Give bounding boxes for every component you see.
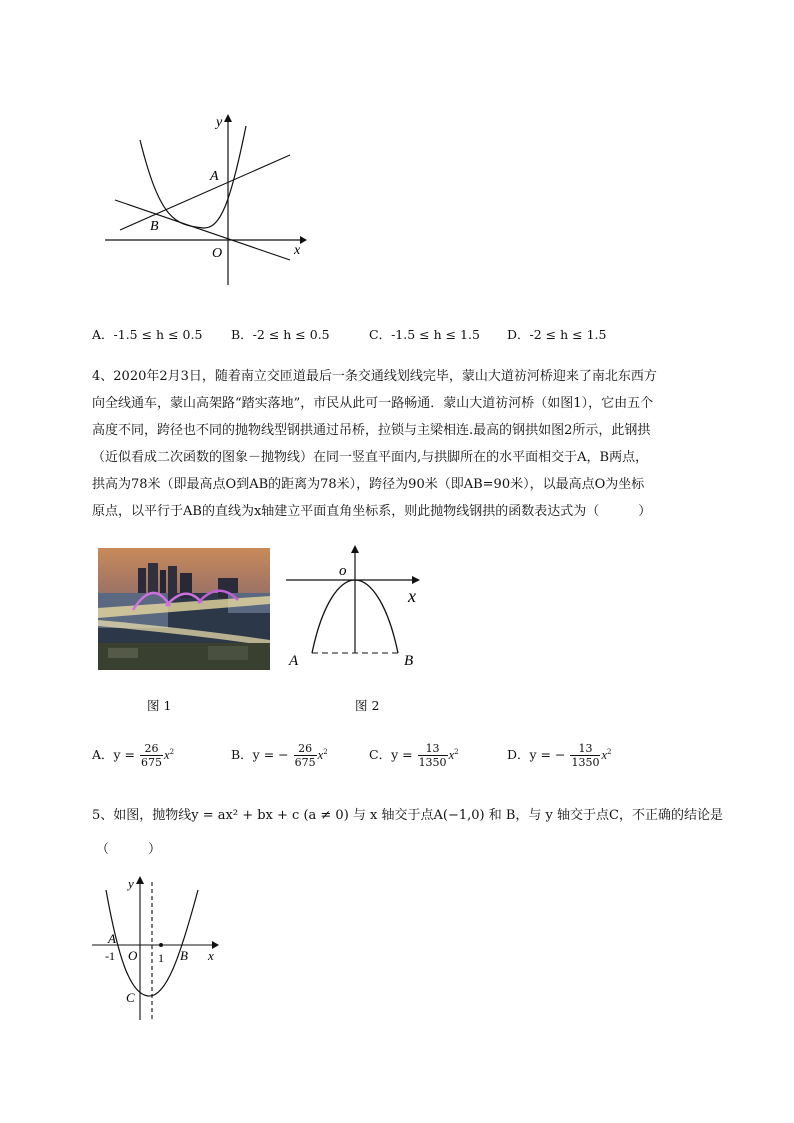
q5-x-label: x [208, 948, 214, 963]
q5-figure [88, 872, 228, 1027]
fig2-arch [284, 545, 424, 673]
q4-line-2: 向全线通车，蒙山高架路“踏实落地”，市民从此可一路畅通．蒙山大道祊河桥（如图1），它由五个 [92, 396, 654, 411]
q3-option-b: B．-2 ≤ h ≤ 0.5 [231, 327, 330, 342]
q5-line-2: （ ） [96, 842, 162, 857]
fig2-a-label: A [289, 653, 299, 669]
q3-option-d: D．-2 ≤ h ≤ 1.5 [507, 327, 607, 342]
q4-option-a-prefix: A．y = [92, 747, 136, 762]
y-axis-arrow [224, 114, 232, 122]
q5-neg1-label: -1 [105, 949, 115, 963]
q4-line-5: 拱高为78米（即最高点O到AB的距离为78米），跨径为90米（即AB=90米），以最高点O为坐标 [92, 477, 645, 492]
q5-point-one [159, 943, 163, 947]
q5-y-label: y [128, 876, 134, 891]
q4-option-b-prefix: B．y = − [231, 747, 289, 762]
line-bo [115, 200, 290, 260]
q5-a-label: A [108, 931, 116, 946]
q4-line-3: 高度不同，跨径也不同的抛物线型钢拱通过吊桥，拉锁与主梁相连.最高的钢拱如图2所示，此钢拱 [92, 423, 651, 438]
q5-b-label: B [180, 948, 188, 963]
q4-option-b-fraction: $\frac{26}{675}$ [294, 742, 316, 769]
parabola-curve [140, 126, 246, 228]
line-ab [120, 155, 290, 230]
fig2-y-arrow [351, 545, 359, 553]
q4-option-c: C．y = $\frac{13}{1350}$ $x^2$ [369, 742, 459, 769]
y-label: y [216, 115, 223, 130]
q5-y-arrow [136, 876, 144, 884]
q4-text [92, 363, 752, 525]
fig2-b-label: B [404, 653, 414, 669]
q4-line-4: （近似看成二次函数的图象－抛物线）在同一竖直平面内,与拱脚所在的水平面相交于A，B两点， [92, 450, 649, 465]
q5-line-1: 5、如图，抛物线y = ax² + bx + c (a ≠ 0) 与 x 轴交于点A(−1,0) 和 B，与 y 轴交于点C，不正确的结论是 [92, 808, 723, 823]
bridge-photo [98, 548, 270, 670]
q5-c-label: C [126, 990, 135, 1005]
fig2-x-arrow [412, 576, 420, 584]
q4-line-6: 原点，以平行于AB的直线为x轴建立平面直角坐标系，则此抛物线钢拱的函数表达式为（ ） [92, 504, 652, 519]
q4-option-d-prefix: D．y = − [507, 747, 566, 762]
point-b-label: B [150, 219, 159, 234]
q3-option-c: C．-1.5 ≤ h ≤ 1.5 [369, 327, 480, 342]
q4-line-1: 4、2020年2月3日，随着南立交匝道最后一条交通线划线完毕，蒙山大道祊河桥迎来了南北东西方 [92, 369, 657, 384]
point-a-label: A [210, 169, 219, 184]
q4-option-c-fraction: $\frac{13}{1350}$ [418, 742, 447, 769]
q5-o-label: O [128, 948, 138, 963]
caption-fig2: 图 2 [355, 698, 380, 713]
caption-fig1: 图 1 [147, 698, 172, 713]
q4-option-a: A．y = $\frac{26}{675}$ $x^2$ [92, 742, 175, 769]
x-axis-arrow [300, 236, 307, 244]
x-label: x [294, 243, 301, 258]
q5-one-label: 1 [158, 951, 164, 965]
q4-option-d: D．y = − $\frac{13}{1350}$ $x^2$ [507, 742, 612, 769]
q4-option-b: B．y = − $\frac{26}{675}$ $x^2$ [231, 742, 328, 769]
fig2-o-label: o [339, 563, 347, 579]
origin-label: O [212, 246, 223, 261]
q4-option-a-fraction: $\frac{26}{675}$ [141, 742, 163, 769]
q4-option-d-fraction: $\frac{13}{1350}$ [571, 742, 600, 769]
q3-option-a: A．-1.5 ≤ h ≤ 0.5 [92, 327, 203, 342]
q4-option-c-prefix: C．y = [369, 747, 413, 762]
fig2-x-label: x [408, 586, 416, 606]
q3-figure [100, 110, 310, 290]
